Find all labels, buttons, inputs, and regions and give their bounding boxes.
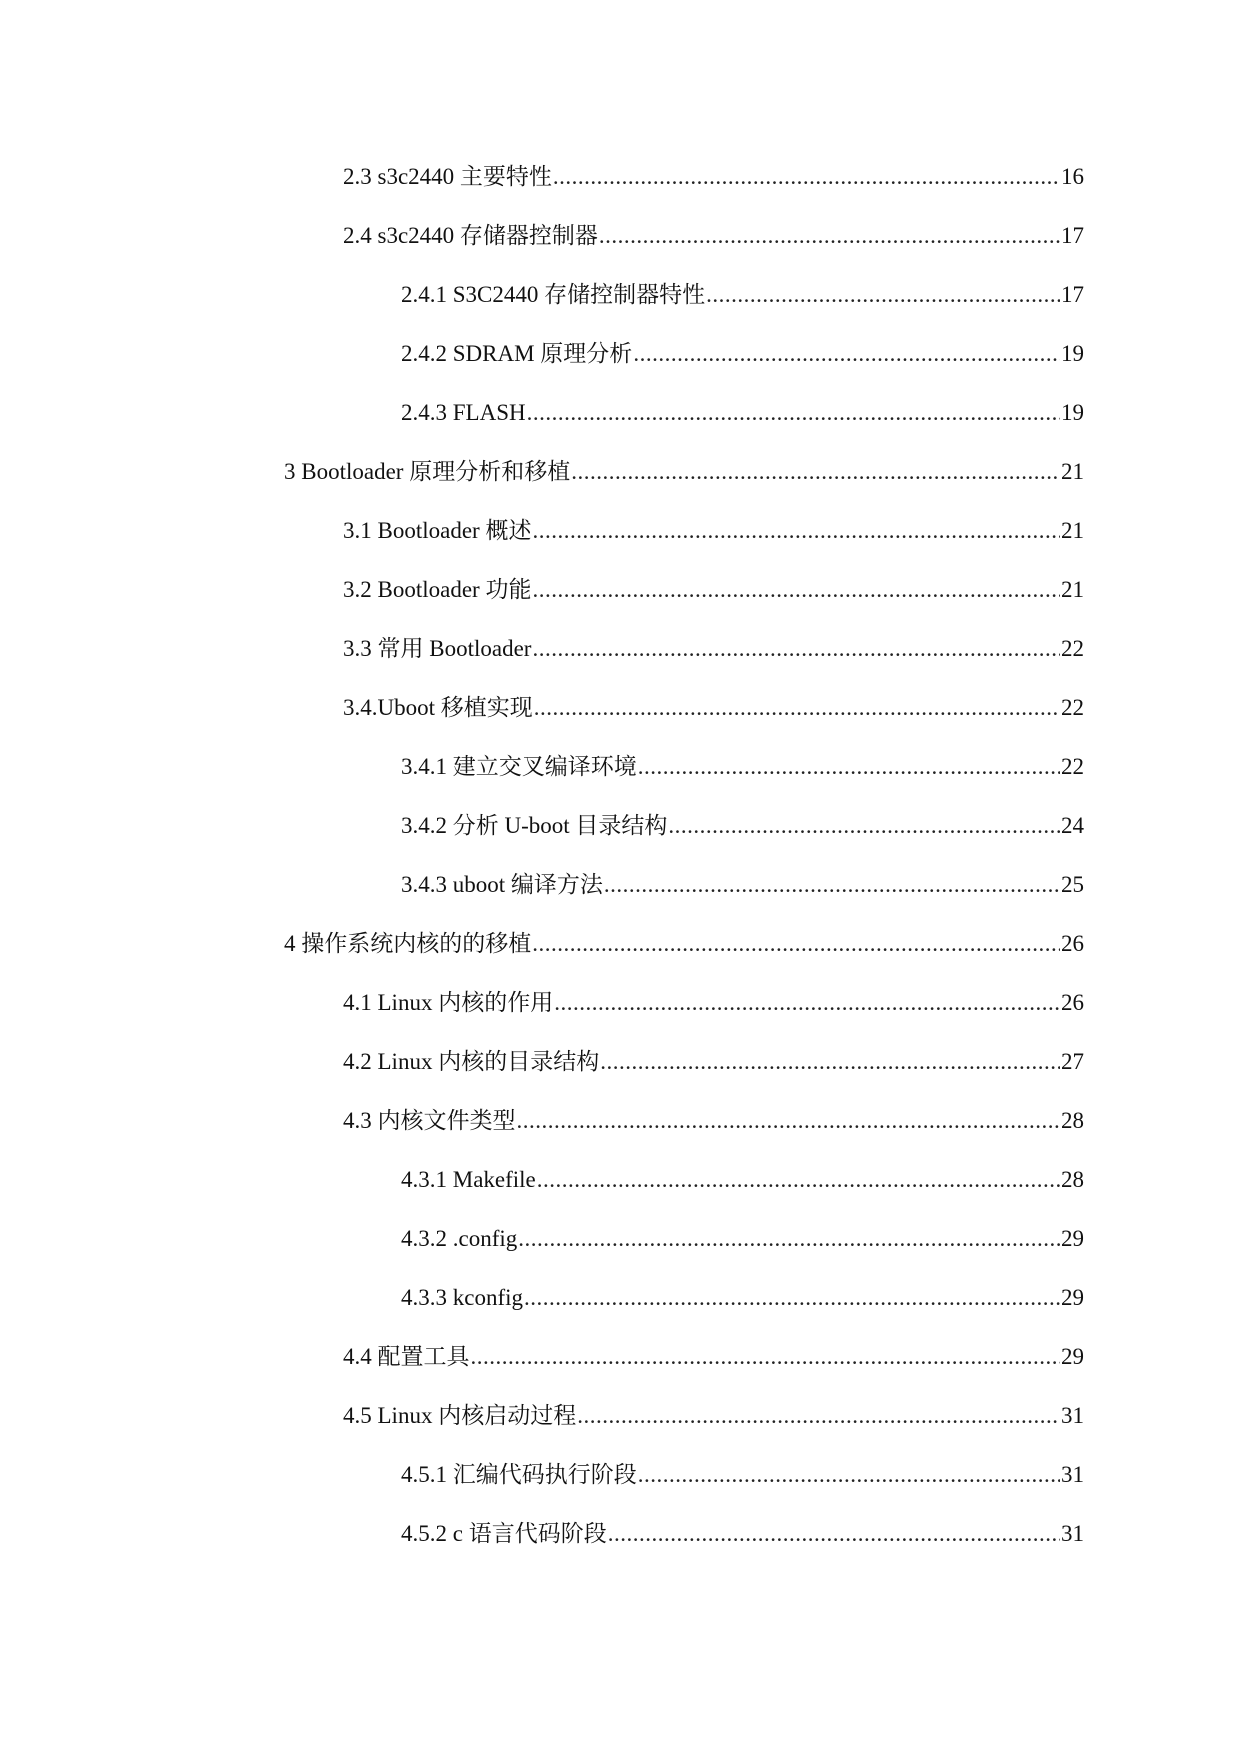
toc-entry-page: 19 — [1061, 341, 1084, 366]
toc-entry-page: 31 — [1061, 1403, 1084, 1428]
toc-dot-leader — [600, 1045, 1060, 1079]
toc-entry[interactable] — [284, 455, 1084, 489]
toc-entry-page: 28 — [1061, 1108, 1084, 1133]
toc-entry-title: 3 Bootloader 原理分析和移植 — [284, 459, 571, 484]
toc-dot-leader — [532, 573, 1060, 607]
toc-entry[interactable] — [343, 514, 1084, 548]
toc-dot-leader — [517, 1104, 1061, 1138]
toc-entry[interactable] — [343, 632, 1084, 666]
toc-entry-page: 29 — [1061, 1226, 1084, 1251]
toc-entry-page: 28 — [1061, 1167, 1084, 1192]
toc-entry[interactable] — [343, 1104, 1084, 1138]
toc-entry-title: 4.5 Linux 内核启动过程 — [343, 1403, 577, 1428]
toc-entry[interactable] — [401, 337, 1084, 371]
toc-entry[interactable] — [343, 1340, 1084, 1374]
toc-entry-title: 2.4 s3c2440 存储器控制器 — [343, 223, 598, 248]
toc-entry-page: 19 — [1061, 400, 1084, 425]
toc-dot-leader — [532, 632, 1060, 666]
toc-dot-leader — [532, 927, 1060, 961]
toc-entry[interactable] — [343, 160, 1084, 194]
toc-entry-page: 29 — [1061, 1285, 1084, 1310]
toc-dot-leader — [532, 514, 1060, 548]
toc-entry-page: 26 — [1061, 990, 1084, 1015]
toc-entry-page: 22 — [1061, 636, 1084, 661]
toc-entry-page: 21 — [1061, 577, 1084, 602]
toc-entry-page: 17 — [1061, 223, 1084, 248]
toc-entry-title: 4.3 内核文件类型 — [343, 1108, 516, 1133]
toc-entry-page: 31 — [1061, 1521, 1084, 1546]
toc-entry-title: 4 操作系统内核的的移植 — [284, 931, 532, 956]
toc-entry-title: 4.2 Linux 内核的目录结构 — [343, 1049, 600, 1074]
toc-entry-title: 4.3.1 Makefile — [401, 1167, 536, 1192]
toc-dot-leader — [633, 337, 1060, 371]
toc-entry[interactable] — [401, 750, 1084, 784]
toc-entry-title: 2.3 s3c2440 主要特性 — [343, 164, 552, 189]
toc-entry-page: 22 — [1061, 695, 1084, 720]
toc-entry[interactable] — [343, 219, 1084, 253]
toc-entry[interactable] — [284, 927, 1084, 961]
toc-entry-title: 4.5.1 汇编代码执行阶段 — [401, 1462, 637, 1487]
toc-entry-page: 21 — [1061, 459, 1084, 484]
toc-dot-leader — [534, 691, 1060, 725]
toc-entry[interactable] — [401, 868, 1084, 902]
toc-dot-leader — [524, 1281, 1060, 1315]
toc-entry[interactable] — [401, 396, 1084, 430]
toc-dot-leader — [471, 1340, 1061, 1374]
toc-dot-leader — [518, 1222, 1060, 1256]
toc-entry-page: 24 — [1061, 813, 1084, 838]
toc-entry-title: 3.3 常用 Bootloader — [343, 636, 532, 661]
toc-dot-leader — [638, 1458, 1060, 1492]
toc-entry[interactable] — [343, 986, 1084, 1020]
toc-dot-leader — [608, 1517, 1060, 1551]
toc-dot-leader — [571, 455, 1060, 489]
toc-entry[interactable] — [343, 1045, 1084, 1079]
toc-entry[interactable] — [401, 1458, 1084, 1492]
toc-entry[interactable] — [401, 1222, 1084, 1256]
toc-entry-title: 3.4.3 uboot 编译方法 — [401, 872, 603, 897]
toc-entry-page: 17 — [1061, 282, 1084, 307]
toc-entry-page: 26 — [1061, 931, 1084, 956]
toc-entry-title: 2.4.3 FLASH — [401, 400, 526, 425]
toc-entry-page: 16 — [1061, 164, 1084, 189]
toc-entry[interactable] — [401, 1281, 1084, 1315]
toc-dot-leader — [554, 986, 1060, 1020]
toc-dot-leader — [527, 396, 1060, 430]
toc-dot-leader — [706, 278, 1060, 312]
toc-entry[interactable] — [401, 1163, 1084, 1197]
toc-entry-title: 4.3.2 .config — [401, 1226, 518, 1251]
toc-dot-leader — [553, 160, 1060, 194]
toc-entry-page: 21 — [1061, 518, 1084, 543]
toc-entry-title: 3.1 Bootloader 概述 — [343, 518, 532, 543]
toc-dot-leader — [668, 809, 1060, 843]
toc-entry-title: 3.2 Bootloader 功能 — [343, 577, 532, 602]
toc-entry[interactable] — [401, 809, 1084, 843]
toc-dot-leader — [537, 1163, 1060, 1197]
toc-entry[interactable] — [343, 691, 1084, 725]
toc-entry-page: 29 — [1061, 1344, 1084, 1369]
toc-entry-title: 3.4.Uboot 移植实现 — [343, 695, 533, 720]
toc-dot-leader — [577, 1399, 1060, 1433]
toc-dot-leader — [604, 868, 1060, 902]
toc-entry-page: 27 — [1061, 1049, 1084, 1074]
toc-entry-title: 3.4.2 分析 U-boot 目录结构 — [401, 813, 668, 838]
toc-dot-leader — [638, 750, 1060, 784]
toc-dot-leader — [599, 219, 1060, 253]
toc-entry-title: 3.4.1 建立交叉编译环境 — [401, 754, 637, 779]
toc-entry-title: 4.4 配置工具 — [343, 1344, 470, 1369]
toc-entry-title: 2.4.1 S3C2440 存储控制器特性 — [401, 282, 706, 307]
toc-entry-page: 22 — [1061, 754, 1084, 779]
toc-entry[interactable] — [401, 1517, 1084, 1551]
toc-entry-title: 2.4.2 SDRAM 原理分析 — [401, 341, 633, 366]
toc-entry-page: 31 — [1061, 1462, 1084, 1487]
toc-entry-page: 25 — [1061, 872, 1084, 897]
toc-entry-title: 4.1 Linux 内核的作用 — [343, 990, 554, 1015]
toc-entry-title: 4.3.3 kconfig — [401, 1285, 524, 1310]
toc-entry[interactable] — [343, 1399, 1084, 1433]
toc-entry[interactable] — [343, 573, 1084, 607]
toc-entry[interactable] — [401, 278, 1084, 312]
toc-entry-title: 4.5.2 c 语言代码阶段 — [401, 1521, 607, 1546]
